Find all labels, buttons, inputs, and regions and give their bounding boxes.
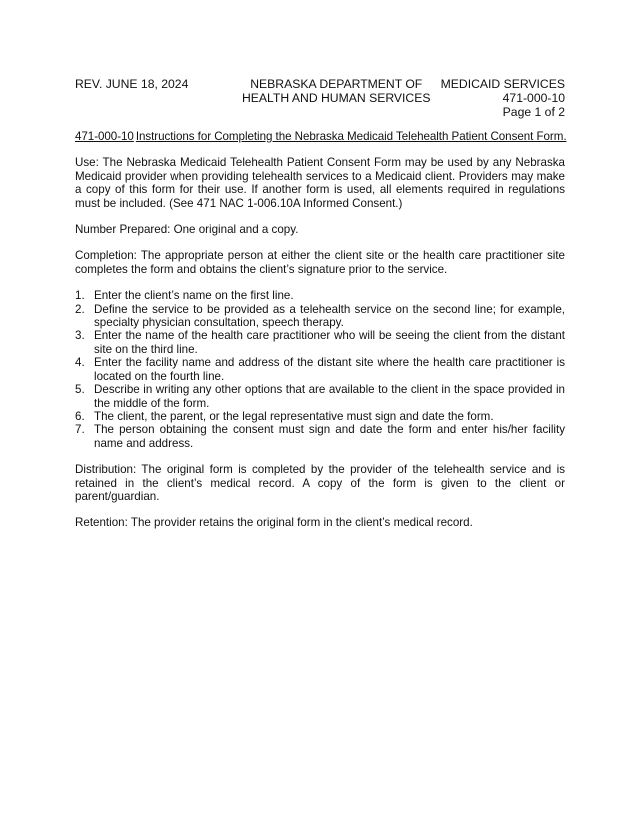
step-text: Define the service to be provided as a telehealth service on the second line; for example, specialty physician consultation, speech therapy.: [94, 302, 565, 330]
list-item: [75, 410, 565, 423]
step-text: Enter the name of the health care practitioner who will be seeing the client from the distant site on the third line.: [94, 329, 565, 356]
header-doc-number: 471-000-10: [502, 91, 565, 105]
step-marker: 2.: [75, 302, 85, 316]
page-number: Page 1 of 2: [502, 105, 565, 119]
step-marker: 6.: [75, 409, 85, 423]
list-item: [75, 329, 565, 356]
program-name: MEDICAID SERVICES: [440, 77, 565, 91]
step-marker: 7.: [75, 423, 85, 437]
revision-date: REV. JUNE 18, 2024: [75, 77, 189, 91]
step-text: The person obtaining the consent must sign and date the form and enter his/her facility name and address.: [94, 423, 565, 450]
document-page: [75, 77, 565, 530]
list-item: [75, 356, 565, 383]
instruction-steps-list: [75, 289, 565, 450]
distribution-paragraph: Distribution: The original form is completed by the provider of the telehealth service and is retained in the client’s medical record. A copy of the form is given to the client or parent/guardian.: [75, 463, 565, 503]
department-line-2: HEALTH AND HUMAN SERVICES: [242, 91, 431, 105]
list-item: [75, 289, 565, 302]
step-marker: 4.: [75, 356, 85, 370]
step-text: Enter the client’s name on the first line.: [94, 289, 294, 303]
header-right-block: [441, 77, 565, 119]
step-text: Describe in writing any other options that are available to the client in the space provided in the middle of the form.: [94, 383, 565, 410]
list-item: [75, 423, 565, 450]
page-header: [75, 77, 565, 119]
title-text: Instructions for Completing the Nebraska Medicaid Telehealth Patient Consent Form.: [135, 130, 567, 143]
title-number: 471-000-10: [75, 130, 134, 143]
completion-paragraph: Completion: The appropriate person at either the client site or the health care practitioner site completes the form and obtains the client’s signature prior to the service.: [75, 249, 565, 276]
department-name: [242, 77, 431, 105]
step-text: Enter the facility name and address of the distant site where the health care practitioner is located on the fourth line.: [94, 356, 565, 383]
use-paragraph: Use: The Nebraska Medicaid Telehealth Patient Consent Form may be used by any Nebraska Medicaid provider when providing telehealth services to a Medicaid client. Providers may make a copy of this form for their use. If another form is used, all elements required in regulations must be included. (See 471 NAC 1-006.10A Informed Consent.): [75, 156, 565, 210]
list-item: [75, 383, 565, 410]
list-item: [75, 303, 565, 330]
step-marker: 1.: [75, 289, 85, 303]
department-line-1: NEBRASKA DEPARTMENT OF: [250, 77, 423, 91]
step-marker: 3.: [75, 329, 85, 343]
retention-paragraph: Retention: The provider retains the original form in the client’s medical record.: [75, 516, 473, 530]
step-marker: 5.: [75, 383, 85, 397]
document-title: [75, 130, 565, 143]
step-text: The client, the parent, or the legal representative must sign and date the form.: [94, 409, 494, 423]
number-prepared-paragraph: Number Prepared: One original and a copy.: [75, 223, 299, 237]
